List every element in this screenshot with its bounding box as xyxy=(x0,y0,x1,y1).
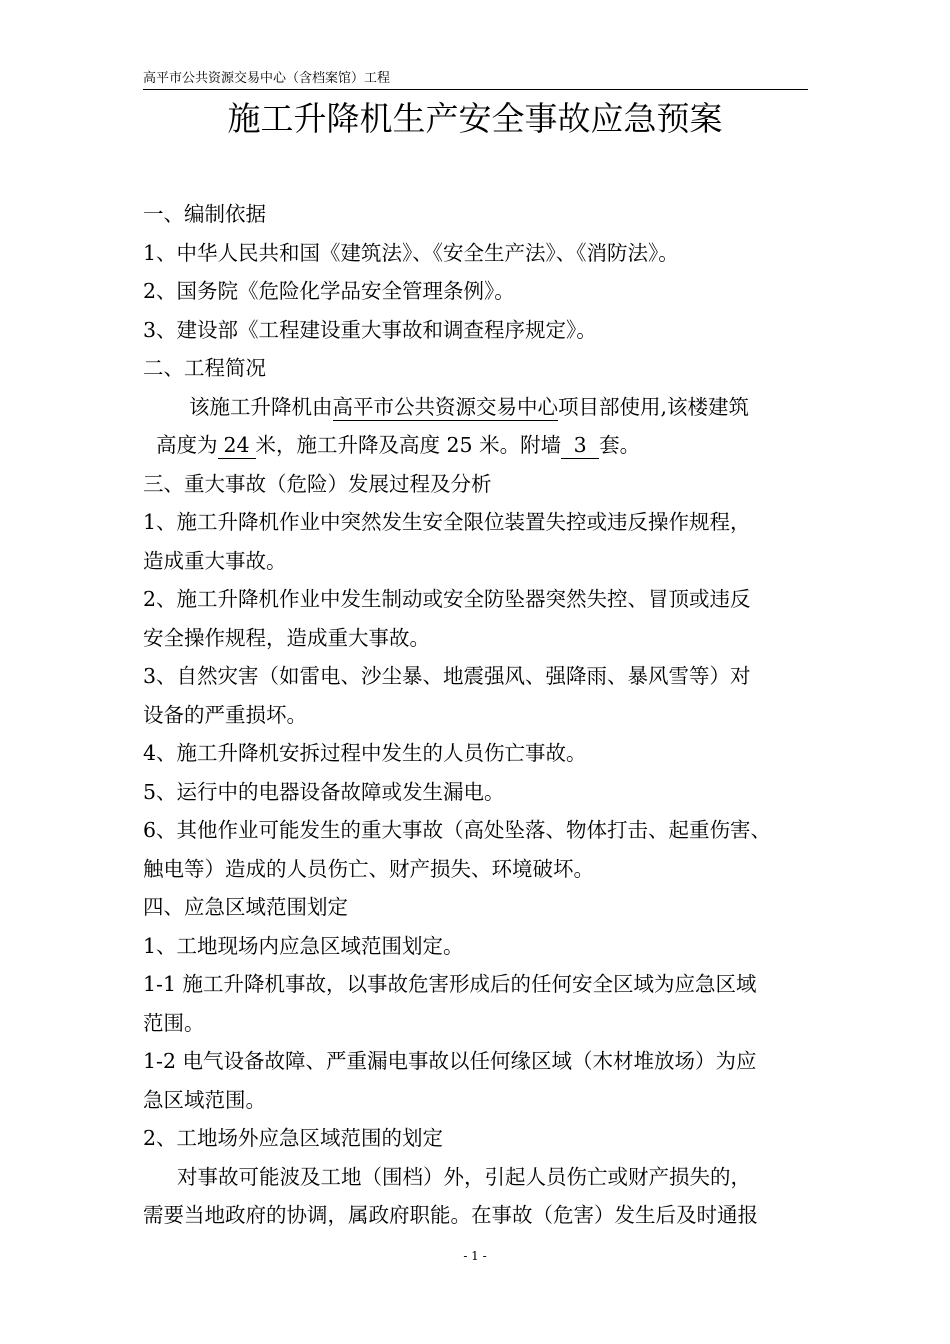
list-item: 1-1 施工升降机事故，以事故危害形成后的任何安全区域为应急区域 xyxy=(143,972,757,996)
list-item-continuation: 造成重大事故。 xyxy=(143,548,287,573)
section-heading: 四、应急区域范围划定 xyxy=(143,895,348,919)
list-item-continuation: 触电等）造成的人员伤亡、财产损失、环境破坏。 xyxy=(143,856,594,881)
list-item: 6、其他作业可能发生的重大事故（高处坠落、物体打击、起重伤害、 xyxy=(143,818,772,842)
paragraph-line xyxy=(143,426,813,465)
section-heading: 二、工程简况 xyxy=(143,356,266,380)
list-item: 2、施工升降机作业中发生制动或安全防坠器突然失控、冒顶或违反 xyxy=(143,587,751,611)
text-run: 高度为 xyxy=(156,433,218,457)
text-run: 项目部使用,该楼建筑 xyxy=(558,394,750,419)
section-heading: 三、重大事故（危险）发展过程及分析 xyxy=(143,471,492,496)
list-item: 4、施工升降机安拆过程中发生的人员伤亡事故。 xyxy=(143,741,587,765)
list-item-continuation: 安全操作规程，造成重大事故。 xyxy=(143,625,430,650)
list-item: 1、工地现场内应急区域范围划定。 xyxy=(143,933,464,958)
header-project-name: 高平市公共资源交易中心（含档案馆）工程 xyxy=(143,71,391,86)
list-item: 2、工地场外应急区域范围的划定 xyxy=(143,1126,444,1150)
text-run: 该施工升降机由 xyxy=(189,394,333,419)
section-heading: 一、编制依据 xyxy=(143,202,266,226)
list-item: 5、运行中的电器设备故障或发生漏电。 xyxy=(143,779,505,804)
text-run: 套。 xyxy=(599,433,641,457)
paragraph-line xyxy=(143,388,813,427)
list-item-continuation: 急区域范围。 xyxy=(143,1087,266,1112)
filled-blank-walls: 3 xyxy=(561,432,599,459)
filled-blank-user: 高平市公共资源交易中心 xyxy=(332,394,558,419)
paragraph-line: 对事故可能波及工地（围档）外，引起人员伤亡或财产损失的， xyxy=(177,1164,751,1189)
document-body xyxy=(143,195,813,1235)
list-item: 1、中华人民共和国《建筑法》、《安全生产法》、《消防法》。 xyxy=(143,240,679,265)
list-item-continuation: 设备的严重损坏。 xyxy=(143,702,307,727)
list-item: 3、自然灾害（如雷电、沙尘暴、地震强风、强降雨、暴风雪等）对 xyxy=(143,664,751,688)
text-run: 米，施工升降及高度 25 米。附墙 xyxy=(255,433,562,457)
list-item: 1、施工升降机作业中突然发生安全限位装置失控或违反操作规程， xyxy=(143,510,751,534)
paragraph-line: 需要当地政府的协调，属政府职能。在事故（危害）发生后及时通报 xyxy=(143,1203,758,1227)
document-title: 施工升降机生产安全事故应急预案 xyxy=(227,99,723,138)
list-item: 1-2 电气设备故障、严重漏电事故以任何缘区域（木材堆放场）为应 xyxy=(143,1049,757,1073)
list-item: 2、国务院《危险化学品安全管理条例》。 xyxy=(143,279,515,303)
list-item: 3、建设部《工程建设重大事故和调查程序规定》。 xyxy=(143,317,597,342)
list-item-continuation: 范围。 xyxy=(143,1010,205,1035)
page-header xyxy=(143,70,808,90)
filled-blank-height: 24 xyxy=(218,432,256,459)
page-number: - 1 - xyxy=(463,1249,487,1263)
